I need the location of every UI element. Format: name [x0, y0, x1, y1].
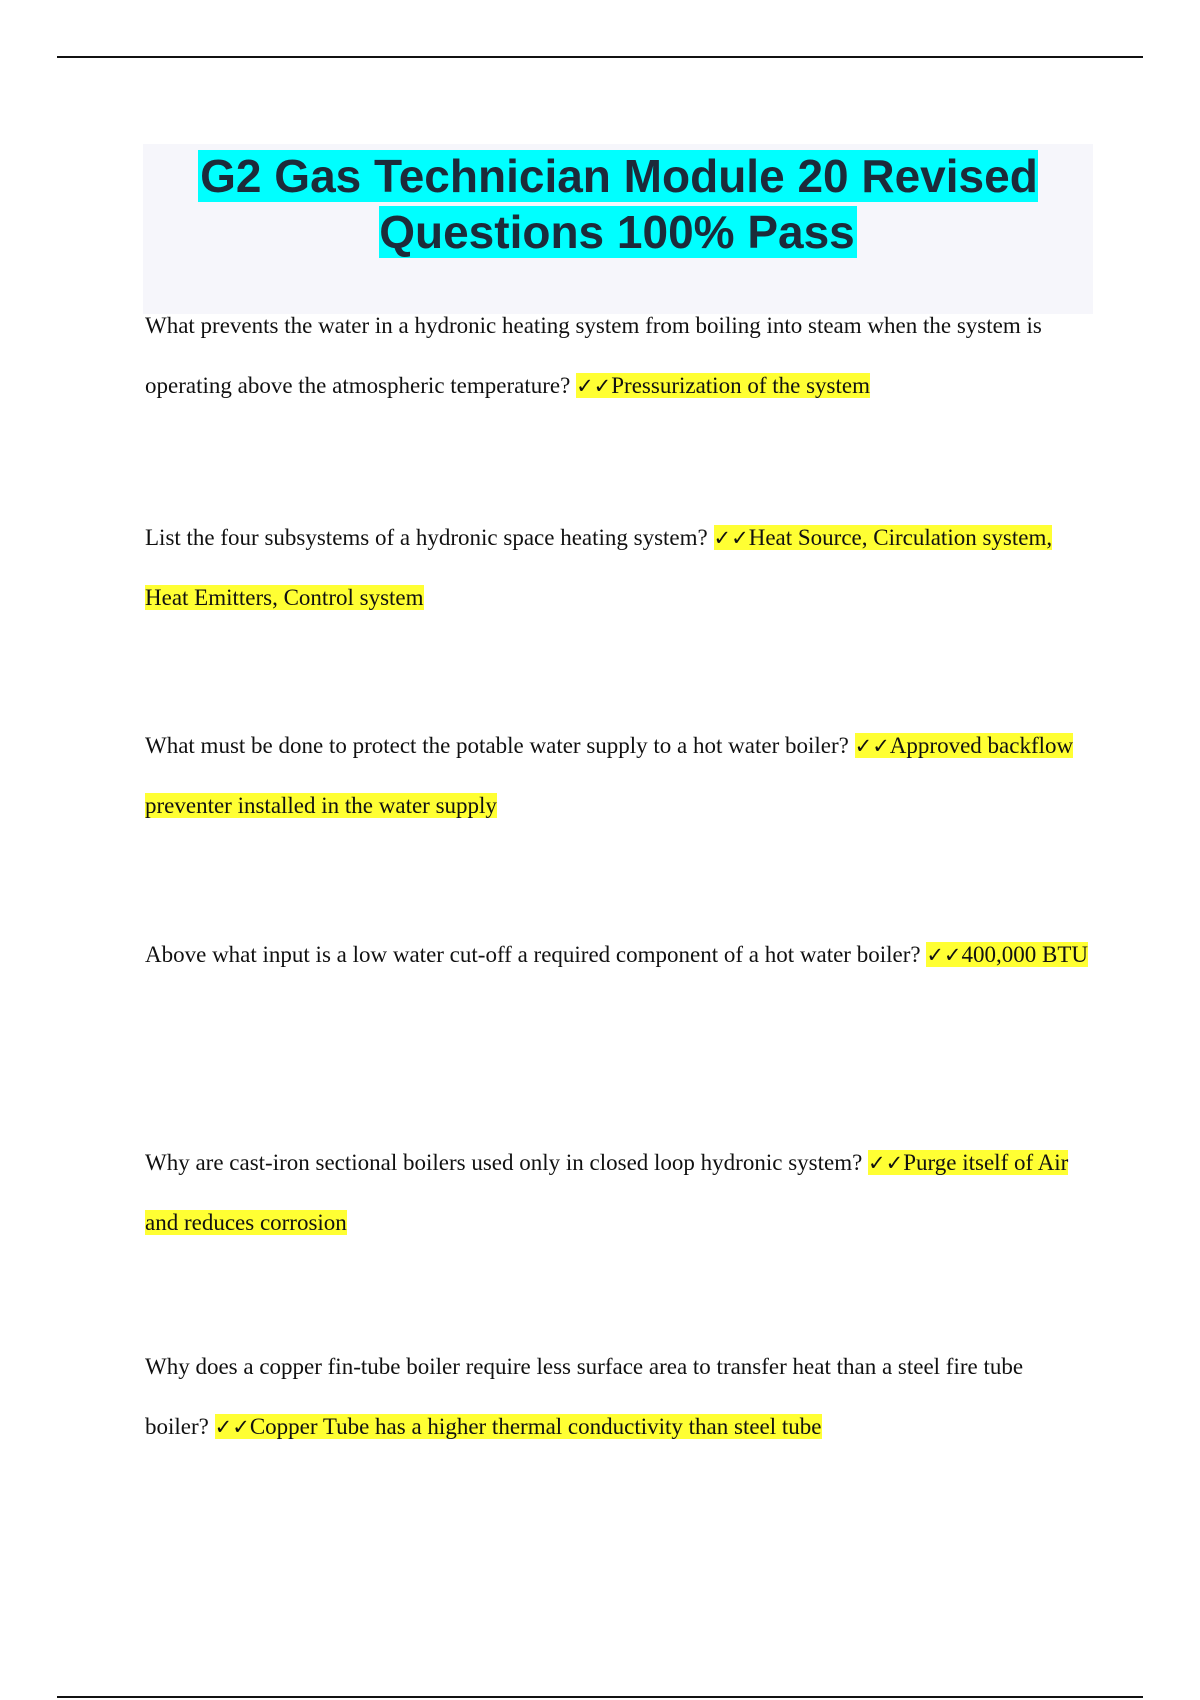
- qa-item: [145, 508, 1090, 628]
- answer-text: Approved backflow preventer installed in the water supply: [145, 733, 1074, 818]
- bottom-divider: [57, 1696, 1143, 1698]
- answer-text: Pressurization of the system: [611, 373, 870, 398]
- title-banner: [143, 144, 1093, 314]
- check-marks: ✓✓: [868, 1151, 904, 1175]
- question-text: What must be done to protect the potable water supply to a hot water boiler?: [145, 733, 849, 758]
- question-text: What prevents the water in a hydronic heating system from boiling into steam when the system is operating above the atmospheric temperature?: [145, 313, 1042, 398]
- check-marks: ✓✓: [854, 734, 890, 758]
- answer-text: 400,000 BTU: [961, 942, 1089, 967]
- question-text: Why are cast-iron sectional boilers used only in closed loop hydronic system?: [145, 1150, 863, 1175]
- question-text: Above what input is a low water cut-off a required component of a hot water boiler?: [145, 942, 921, 967]
- question-text: Why does a copper fin-tube boiler require less surface area to transfer heat than a steel fire tube boiler?: [145, 1354, 1024, 1439]
- title-text: G2 Gas Technician Module 20 Revised Questions 100% Pass: [200, 150, 1038, 258]
- check-marks: ✓✓: [576, 374, 612, 398]
- question-text: List the four subsystems of a hydronic space heating system?: [145, 525, 708, 550]
- qa-item: [145, 296, 1090, 416]
- answer-highlight: [576, 373, 870, 398]
- check-marks: ✓✓: [713, 526, 749, 550]
- qa-item: [145, 1337, 1090, 1457]
- answer-highlight: [926, 942, 1088, 967]
- answer-highlight: [215, 1414, 822, 1439]
- qa-item: [145, 1133, 1090, 1253]
- top-divider: [57, 56, 1143, 58]
- qa-item: [145, 925, 1090, 985]
- answer-text: Purge itself of Air and reduces corrosion: [145, 1150, 1069, 1235]
- answer-text: Heat Source, Circulation system, Heat Emitters, Control system: [145, 525, 1053, 610]
- qa-item: [145, 716, 1090, 836]
- page-title: [143, 144, 1093, 260]
- check-marks: ✓✓: [214, 1415, 250, 1439]
- check-marks: ✓✓: [926, 943, 962, 967]
- answer-text: Copper Tube has a higher thermal conductivity than steel tube: [249, 1414, 822, 1439]
